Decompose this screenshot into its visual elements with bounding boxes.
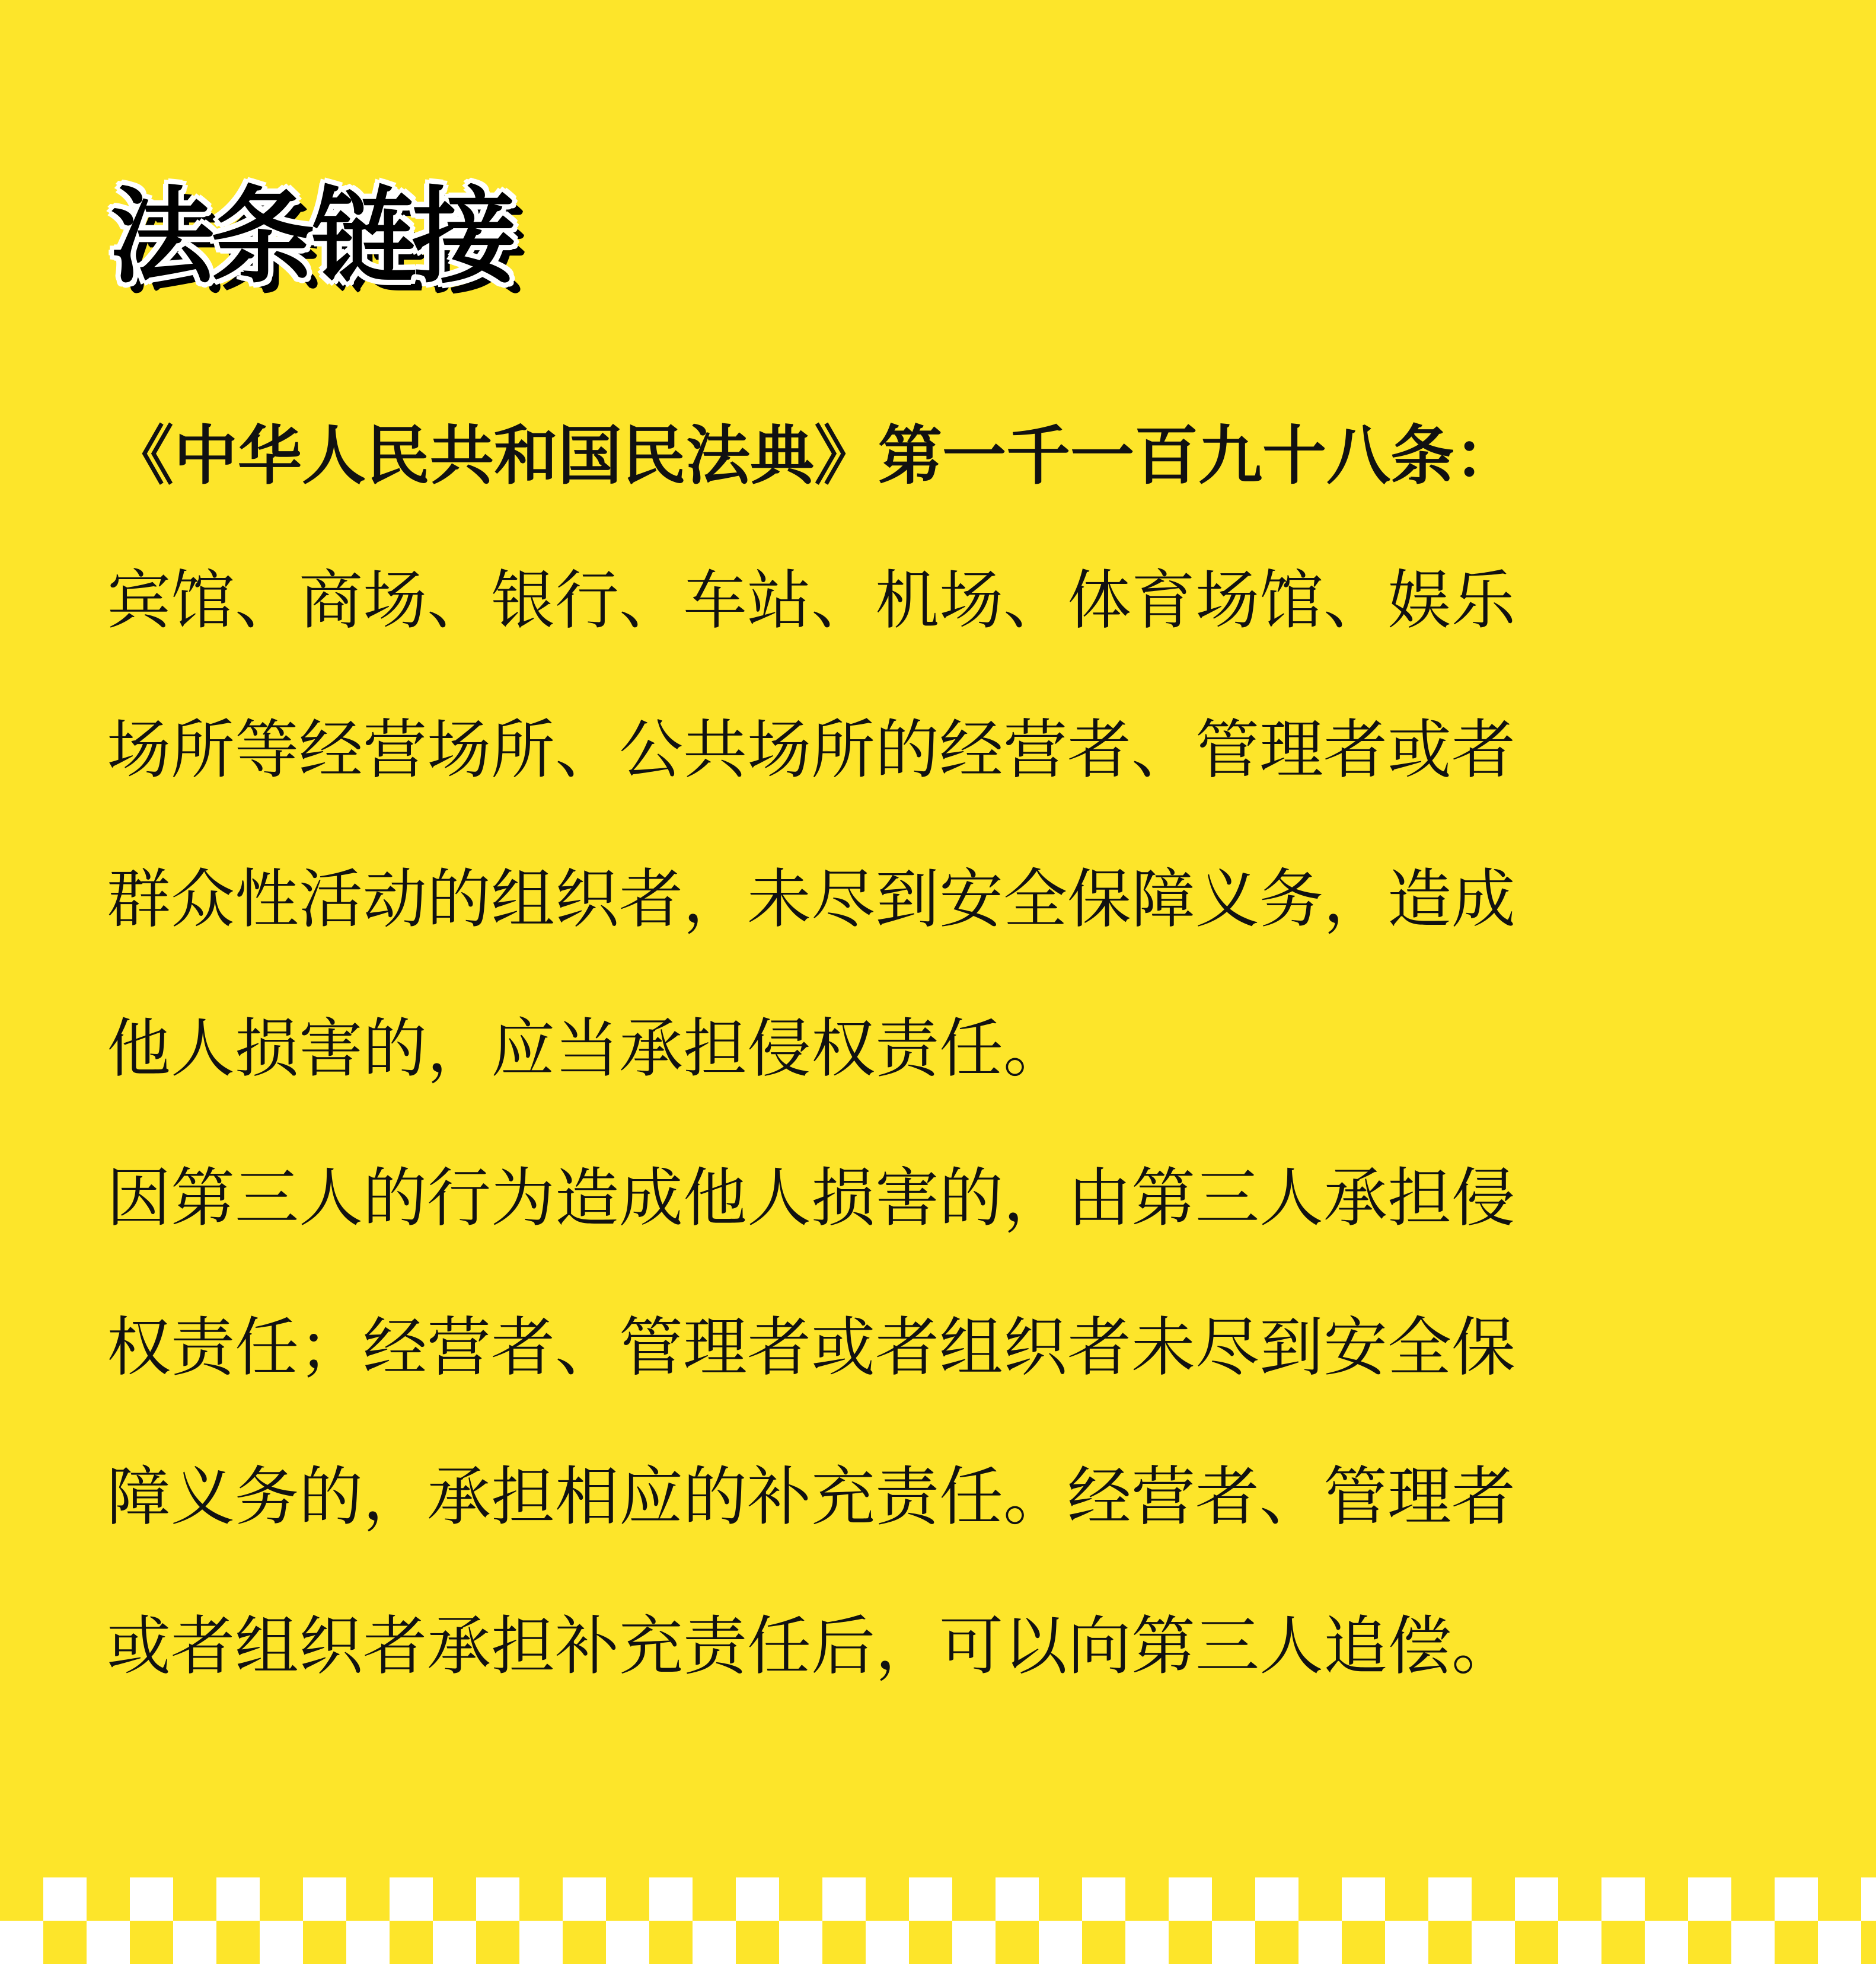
paragraph-line: 宾馆、商场、银行、车站、机场、体育场馆、娱乐 <box>107 564 1516 638</box>
paragraph-line: 因第三人的行为造成他人损害的，由第三人承担侵 <box>107 1161 1516 1235</box>
article-paragraph-1 <box>107 526 1767 1124</box>
paragraph-line: 他人损害的，应当承担侵权责任。 <box>107 1012 1068 1086</box>
paragraph-line: 障义务的，承担相应的补充责任。经营者、管理者 <box>107 1460 1516 1534</box>
article-paragraph-2 <box>107 1124 1767 1722</box>
paragraph-line: 群众性活动的组织者，未尽到安全保障义务，造成 <box>107 863 1516 937</box>
paragraph-line: 权责任；经营者、管理者或者组织者未尽到安全保 <box>107 1311 1516 1385</box>
checkered-border <box>0 1877 1876 1964</box>
section-heading: 法条链接 <box>110 176 513 298</box>
paragraph-line: 场所等经营场所、公共场所的经营者、管理者或者 <box>107 713 1516 787</box>
article-title: 《中华人民共和国民法典》第一千一百九十八条： <box>110 419 1519 493</box>
paragraph-line: 或者组织者承担补充责任后，可以向第三人追偿。 <box>107 1609 1516 1684</box>
